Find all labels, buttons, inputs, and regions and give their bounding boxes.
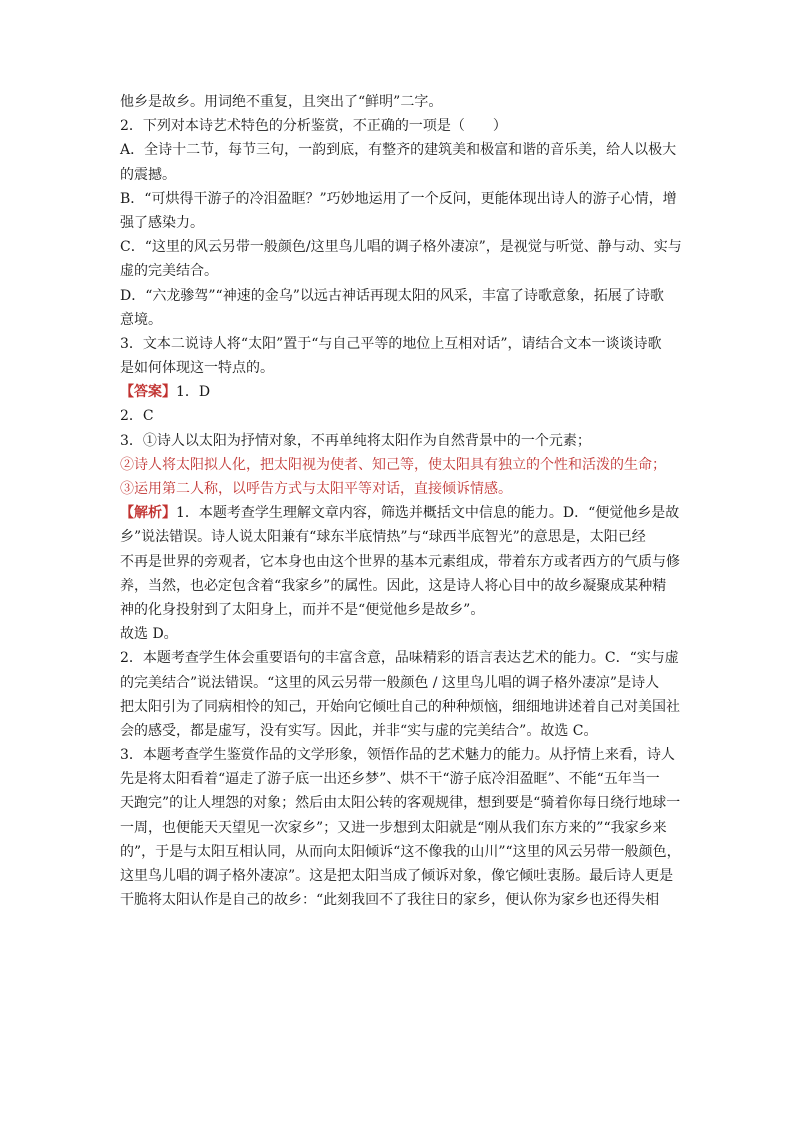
text-line: 3．本题考查学生鉴赏作品的文学形象，领悟作品的艺术魅力的能力。从抒情上来看，诗人 xyxy=(120,747,675,764)
text-line: 把太阳引为了同病相怜的知己，开始向它倾吐自己的种种烦恼，细细地讲述着自己对美国社 xyxy=(120,698,680,715)
document-body xyxy=(120,90,680,912)
text-line: D．“六龙骖驾”“神速的金乌”以远古神话再现太阳的风采，丰富了诗歌意象，拓展了诗歌 xyxy=(120,287,664,304)
text-line: 天跑完”的让人埋怨的对象；然后由太阳公转的客观规律，想到要是“骑着你每日绕行地球一 xyxy=(120,795,681,812)
text-line: 故选 D。 xyxy=(120,626,178,643)
text-line xyxy=(120,380,680,404)
text-line: 神的化身投射到了太阳身上，而并不是“便觉他乡是故乡”。 xyxy=(120,601,485,618)
text-line: 虚的完美结合。 xyxy=(120,263,218,280)
text-line: 3．①诗人以太阳为抒情对象，不再单纯将太阳作为自然背景中的一个元素； xyxy=(120,432,591,449)
text-line: 强了感染力。 xyxy=(120,214,204,231)
text-line: 2．下列对本诗艺术特色的分析鉴赏，不正确的一项是（ ） xyxy=(120,118,507,135)
text-line: 这里鸟儿唱的调子格外凄凉”。这是把太阳当成了倾诉对象，像它倾吐衷肠。最后诗人更是 xyxy=(120,868,674,884)
text-line: 干脆将太阳认作是自己的故乡：“此刻我回不了我往日的家乡，便认你为家乡也还得失相 xyxy=(120,892,660,909)
text-line: B．“可烘得干游子的冷泪盈眶？”巧妙地运用了一个反问，更能体现出诗人的游子心情，增 xyxy=(120,190,677,207)
text-line: 他乡是故乡。用词绝不重复，且突出了“鲜明”二字。 xyxy=(120,94,443,110)
text-line: A．全诗十二节，每节三句，一韵到底，有整齐的建筑美和极富和谐的音乐美，给人以极大 xyxy=(120,142,677,159)
text-line: 3．文本二说诗人将“太阳”置于“与自己平等的地位上互相对话”，请结合文本一谈谈诗歌 xyxy=(120,335,662,352)
text-line: 2．本题考查学生体会重要语句的丰富含意，品味精彩的语言表达艺术的能力。C．“实与虚 xyxy=(120,650,679,667)
text-line: 乡”说法错误。诗人说太阳兼有“球东半底情热”与“球西半底智光”的意思是，太阳已经 xyxy=(120,529,646,546)
text-line: 意境。 xyxy=(120,311,162,328)
text-line: 的震撼。 xyxy=(120,166,176,183)
text-line: 养，当然，也必定包含着“我家乡”的属性。因此，这是诗人将心目中的故乡凝聚成某种精 xyxy=(120,577,667,594)
text-line: 2．C xyxy=(120,408,154,425)
line-text: 1．D xyxy=(176,384,211,401)
text-line: ②诗人将太阳拟人化，把太阳视为使者、知己等，使太阳具有独立的个性和活泼的生命； xyxy=(120,456,666,473)
text-line: 会的感受，都是虚写，没有实写。因此，并非“实与虚的完美结合”。故选 C。 xyxy=(120,722,598,739)
text-line: C．“这里的风云另带一般颜色/这里鸟儿唱的调子格外凄凉”，是视觉与听觉、静与动、实与 xyxy=(120,239,682,256)
line-text: 1．本题考查学生理解文章内容，筛选并概括文中信息的能力。D．“便觉他乡是故 xyxy=(176,505,680,522)
text-line: 的完美结合”说法错误。“这里的风云另带一般颜色 / 这里鸟儿唱的调子格外凄凉”是诗人 xyxy=(120,674,660,691)
section-label: 【答案】 xyxy=(120,384,176,401)
text-line: 是如何体现这一特点的。 xyxy=(120,360,274,377)
text-line xyxy=(120,501,680,525)
text-line: 的”，于是与太阳互相认同，从而向太阳倾诉“这不像我的山川”“这里的风云另带一般颜色， xyxy=(120,843,681,860)
text-line: 一周，也便能天天望见一次家乡”；又进一步想到太阳就是“刚从我们东方来的”“我家乡来 xyxy=(120,819,667,836)
section-label: 【解析】 xyxy=(120,505,176,522)
text-line: ③运用第二人称，以呼告方式与太阳平等对话，直接倾诉情感。 xyxy=(120,481,512,497)
text-line: 先是将太阳看着“逼走了游子底一出还乡梦”、烘不干“游子底冷泪盈眶”、不能“五年当一 xyxy=(120,771,660,788)
text-line: 不再是世界的旁观者，它本身也由这个世界的基本元素组成，带着东方或者西方的气质与修 xyxy=(120,553,680,570)
